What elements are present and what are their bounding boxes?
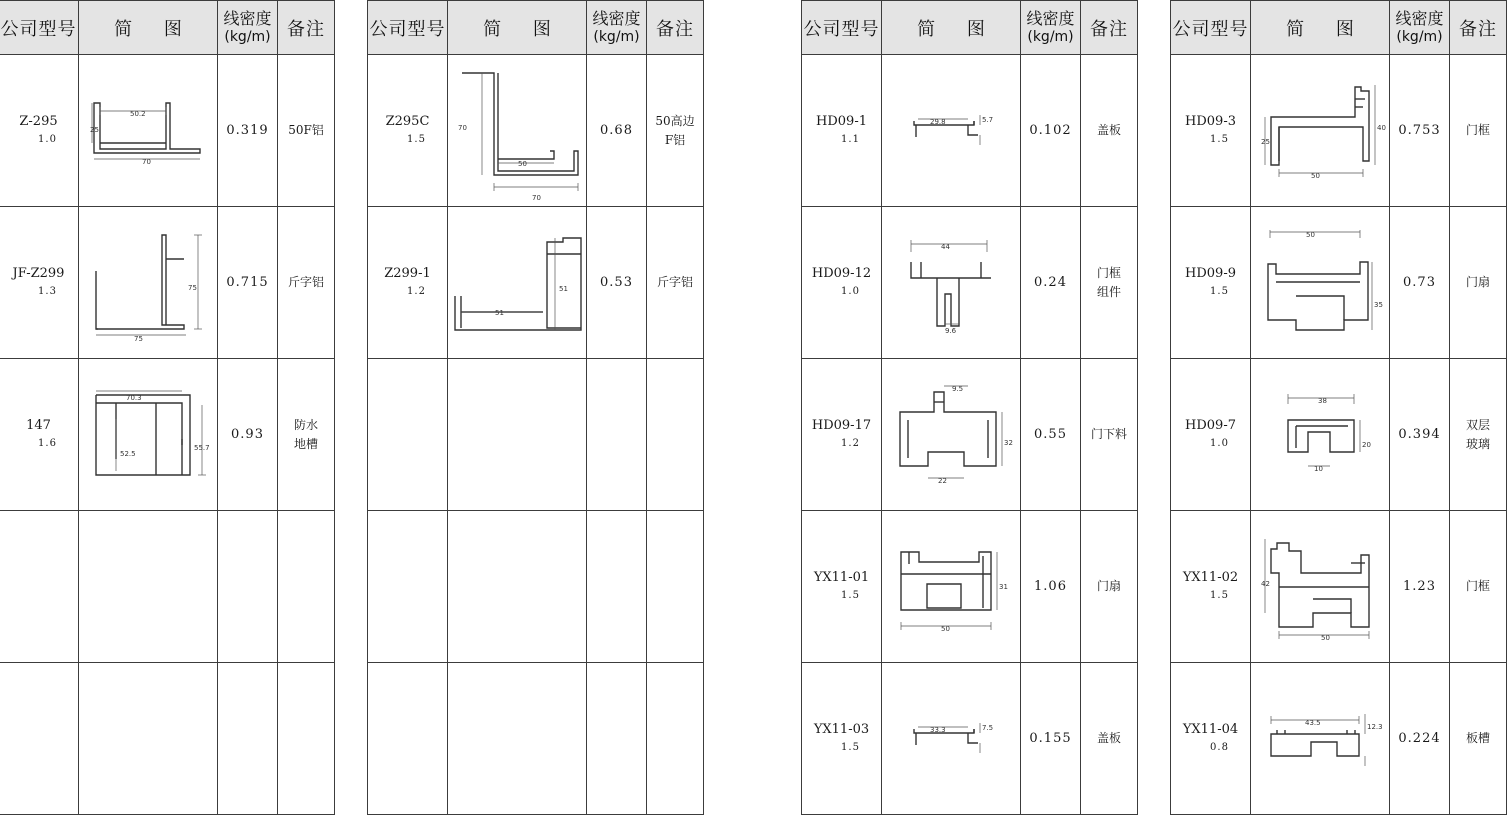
dimension-label: 50 [941,624,950,633]
model-cell [368,55,448,207]
model-number: HD09-9 [1185,265,1236,281]
model-cell [802,359,882,511]
dimension-label: 42 [1261,579,1270,588]
table-row [0,55,335,207]
model-cell [368,511,448,663]
table-row [368,359,704,511]
profile-outline [1296,296,1344,320]
sketch-cell [882,207,1021,359]
table-header-row [802,1,1138,55]
wall-thickness: 1.5 [1210,133,1229,145]
profile-outline [911,262,991,278]
remark-text: 玻璃 [1465,436,1490,451]
density-value [587,663,647,815]
model-cell [368,359,448,511]
density-value: 1.23 [1390,511,1450,663]
model-cell [0,207,79,359]
column-header-density [587,1,647,55]
profile-sketch [892,382,1013,488]
dimension-label: 20 [1362,440,1371,449]
dimension-label: 75 [188,283,197,292]
profile-sketch [908,719,994,759]
model-cell [0,55,79,207]
remark-text: 门扇 [1465,275,1490,289]
table-row [1171,359,1507,511]
column-header-density [1021,1,1081,55]
remark-cell [1450,511,1507,663]
sketch-cell [79,359,218,511]
column-header-density [1390,1,1450,55]
dimension-label: 22 [938,476,947,485]
dimension-label: 70 [532,193,541,202]
remark-text: 门框 [1096,265,1121,280]
dimension-label: 10 [1314,464,1323,473]
profile-sketch [92,231,204,343]
density-header-unit: (kg/m) [593,28,640,45]
sketch-cell [448,55,587,207]
dimension-label: 70 [142,157,151,166]
dimension-label: 12.3 [1367,722,1383,731]
density-header-label: 线密度 [592,8,641,28]
sketch-cell [1251,207,1390,359]
profile-outline [96,395,190,475]
profile-outline [927,584,961,608]
dimension-label: 52.5 [120,449,136,458]
profile-outline [1271,734,1359,756]
wall-thickness: 1.0 [841,285,860,297]
catalog-table-1 [0,0,335,815]
dimension-label: 38 [1318,396,1327,405]
remark-cell [278,663,335,815]
model-number: Z299-1 [384,265,431,281]
dimension-label: 55.7 [194,443,210,452]
profile-outline [1288,420,1354,452]
profile-outline [968,125,978,135]
dimension-label: 44 [941,242,950,251]
remark-cell [1450,207,1507,359]
density-value: 0.93 [218,359,278,511]
profile-sketch [1274,390,1371,480]
density-value: 0.155 [1021,663,1081,815]
density-value: 0.102 [1021,55,1081,207]
profile-sketch [90,389,210,481]
wall-thickness: 1.0 [38,133,57,145]
sketch-cell [448,207,587,359]
density-header-unit: (kg/m) [1027,28,1074,45]
sketch-cell [882,55,1021,207]
profile-sketch [901,234,1001,335]
model-number: HD09-17 [811,417,872,433]
remark-cell [1450,55,1507,207]
model-number: YX11-04 [1182,721,1239,737]
remark-cell [1081,359,1138,511]
remark-text: 50F铝 [288,123,324,137]
profile-outline [1271,543,1369,627]
model-number: HD09-12 [811,265,872,281]
remark-text: 门扇 [1096,579,1121,593]
remark-text: 组件 [1096,284,1121,299]
dimension-label: 7.5 [982,723,994,732]
dimension-label: 70 [458,123,467,132]
model-cell [1171,207,1251,359]
dimension-label: 29.8 [930,117,946,126]
remark-text: 盖板 [1096,731,1121,745]
table-row [1171,55,1507,207]
wall-thickness: 1.2 [407,285,426,297]
model-number: Z295C [385,113,430,129]
profile-outline [1313,599,1351,613]
table-row [368,663,704,815]
catalog-table-4 [1170,0,1507,815]
remark-cell [1450,663,1507,815]
remark-cell [647,511,704,663]
profile-outline [498,151,554,159]
sketch-cell [79,511,218,663]
dimension-label: 51 [495,308,504,317]
model-number: 147 [26,417,51,433]
dimension-label: 50 [518,159,527,168]
density-header-unit: (kg/m) [1396,28,1443,45]
profile-sketch [908,111,994,151]
profile-sketch [891,542,1011,632]
table-row [368,55,704,207]
profile-sketch [1260,228,1383,338]
column-header-remark: 备注 [278,1,335,55]
dimension-label: 33.3 [930,725,946,734]
model-cell [368,663,448,815]
density-value: 0.224 [1390,663,1450,815]
model-cell [802,511,882,663]
profile-sketch [1265,710,1383,768]
density-header-unit: (kg/m) [224,28,271,45]
dimension-label: 75 [134,334,143,343]
model-cell [802,55,882,207]
model-number: YX11-01 [813,569,870,585]
remark-text: 门下料 [1090,427,1127,441]
remark-text: 板槽 [1465,731,1490,745]
remark-cell [278,207,335,359]
model-number: HD09-3 [1185,113,1236,129]
table-row [1171,207,1507,359]
model-cell [1171,55,1251,207]
sketch-cell [448,511,587,663]
model-cell [1171,663,1251,815]
catalog-table-2 [367,0,704,815]
model-number: HD09-7 [1185,417,1236,433]
profile-outline [96,235,184,329]
model-cell [1171,359,1251,511]
profile-outline [901,552,991,610]
table-header-row [1171,1,1507,55]
model-cell [0,511,79,663]
wall-thickness: 1.5 [1210,285,1229,297]
table-row [0,207,335,359]
sketch-cell [1251,55,1390,207]
density-value: 0.55 [1021,359,1081,511]
remark-cell [1450,359,1507,511]
sketch-cell [79,663,218,815]
sketch-cell [79,55,218,207]
remark-text: 50高边 [655,113,695,128]
column-header-density [218,1,278,55]
model-number: YX11-02 [1182,569,1239,585]
column-header-remark: 备注 [647,1,704,55]
profile-outline [96,403,182,475]
table-row [802,359,1138,511]
table-row [1171,663,1507,815]
profile-sketch [1261,533,1379,641]
model-cell [368,207,448,359]
wall-thickness: 1.5 [1210,589,1229,601]
table-row [1171,511,1507,663]
profile-sketch [90,99,206,166]
remark-text: 门框 [1465,579,1490,593]
table-header-row [0,1,335,55]
wall-thickness: 0.8 [1210,741,1229,753]
sketch-cell [882,663,1021,815]
table-row [0,359,335,511]
table-row [368,207,704,359]
remark-cell [647,359,704,511]
remark-cell [1081,55,1138,207]
dimension-label: 50.2 [130,109,146,118]
profile-outline [94,103,200,153]
dimension-label: 25 [1261,137,1270,146]
table-row [802,511,1138,663]
density-header-label: 线密度 [1026,8,1075,28]
density-value: 0.73 [1390,207,1450,359]
catalog-table-3 [801,0,1138,815]
dimension-label: 43.5 [1305,718,1321,727]
column-header-sketch: 简 图 [882,1,1021,55]
table-row [802,207,1138,359]
model-number: HD09-1 [816,113,867,129]
density-value: 1.06 [1021,511,1081,663]
table-row [368,511,704,663]
column-header-remark: 备注 [1081,1,1138,55]
model-number: YX11-03 [813,721,870,737]
profile-outline [937,278,959,326]
sketch-cell [1251,359,1390,511]
model-number: JF-Z299 [12,265,65,281]
remark-text: 斤字铝 [287,275,324,289]
sketch-cell [79,207,218,359]
dimension-label: 31 [999,582,1008,591]
remark-cell [1081,663,1138,815]
dimension-label: 25 [90,125,99,134]
density-value [587,511,647,663]
density-value: 0.319 [218,55,278,207]
dimension-label: 5.7 [982,115,994,124]
density-value: 0.68 [587,55,647,207]
column-header-remark: 备注 [1450,1,1507,55]
wall-thickness: 1.5 [841,589,860,601]
table-row [802,663,1138,815]
remark-text: 双层 [1465,417,1490,432]
remark-text: 地槽 [293,436,318,451]
dimension-label: 40 [1377,123,1386,132]
density-header-label: 线密度 [1395,8,1444,28]
column-header-sketch: 简 图 [448,1,587,55]
density-value: 0.24 [1021,207,1081,359]
density-value: 0.53 [587,207,647,359]
dimension-label: 32 [1004,438,1013,447]
sketch-cell [1251,511,1390,663]
dimension-label: 70.3 [126,393,142,402]
model-cell [1171,511,1251,663]
density-value [218,663,278,815]
remark-cell [647,55,704,207]
column-header-model: 公司型号 [0,1,79,55]
remark-cell [647,207,704,359]
dimension-label: 9.6 [945,326,957,335]
column-header-model: 公司型号 [368,1,448,55]
density-value: 0.753 [1390,55,1450,207]
remark-text: 盖板 [1096,123,1121,137]
model-cell [802,207,882,359]
wall-thickness: 1.5 [841,741,860,753]
density-header-label: 线密度 [223,8,272,28]
model-number: Z-295 [19,113,58,129]
remark-cell [1081,511,1138,663]
wall-thickness: 1.3 [38,285,57,297]
column-header-sketch: 简 图 [79,1,218,55]
table-row [802,55,1138,207]
sketch-cell [448,359,587,511]
column-header-model: 公司型号 [1171,1,1251,55]
column-header-model: 公司型号 [802,1,882,55]
profile-outline [1271,87,1369,165]
profile-outline [455,238,581,330]
density-value: 0.394 [1390,359,1450,511]
wall-thickness: 1.0 [1210,437,1229,449]
remark-text: F铝 [664,132,686,147]
sketch-cell [882,511,1021,663]
sketch-cell [1251,663,1390,815]
profile-sketch [451,234,583,332]
remark-cell [647,663,704,815]
remark-cell [278,511,335,663]
dimension-label: 50 [1321,633,1330,642]
profile-outline [900,392,996,466]
density-value [218,511,278,663]
table-row [0,663,335,815]
dimension-label: 9.5 [952,384,964,393]
profile-sketch [1261,81,1386,181]
model-cell [802,663,882,815]
remark-text: 门框 [1465,123,1490,137]
profile-outline [968,733,978,743]
remark-cell [278,55,335,207]
dimension-label: 50 [1311,171,1320,180]
profile-sketch [454,69,580,202]
wall-thickness: 1.2 [841,437,860,449]
model-cell [0,663,79,815]
remark-text: 防水 [293,417,318,432]
dimension-label: 35 [1374,300,1383,309]
sketch-cell [448,663,587,815]
remark-cell [1081,207,1138,359]
wall-thickness: 1.1 [841,133,860,145]
remark-cell [278,359,335,511]
dimension-label: 50 [1306,230,1315,239]
model-cell [0,359,79,511]
table-row [0,511,335,663]
density-value: 0.715 [218,207,278,359]
density-value [587,359,647,511]
remark-text: 斤字铝 [656,275,693,289]
dimension-label: 51 [559,284,568,293]
column-header-sketch: 简 图 [1251,1,1390,55]
wall-thickness: 1.5 [407,133,426,145]
sketch-cell [882,359,1021,511]
wall-thickness: 1.6 [38,437,57,449]
table-header-row [368,1,704,55]
